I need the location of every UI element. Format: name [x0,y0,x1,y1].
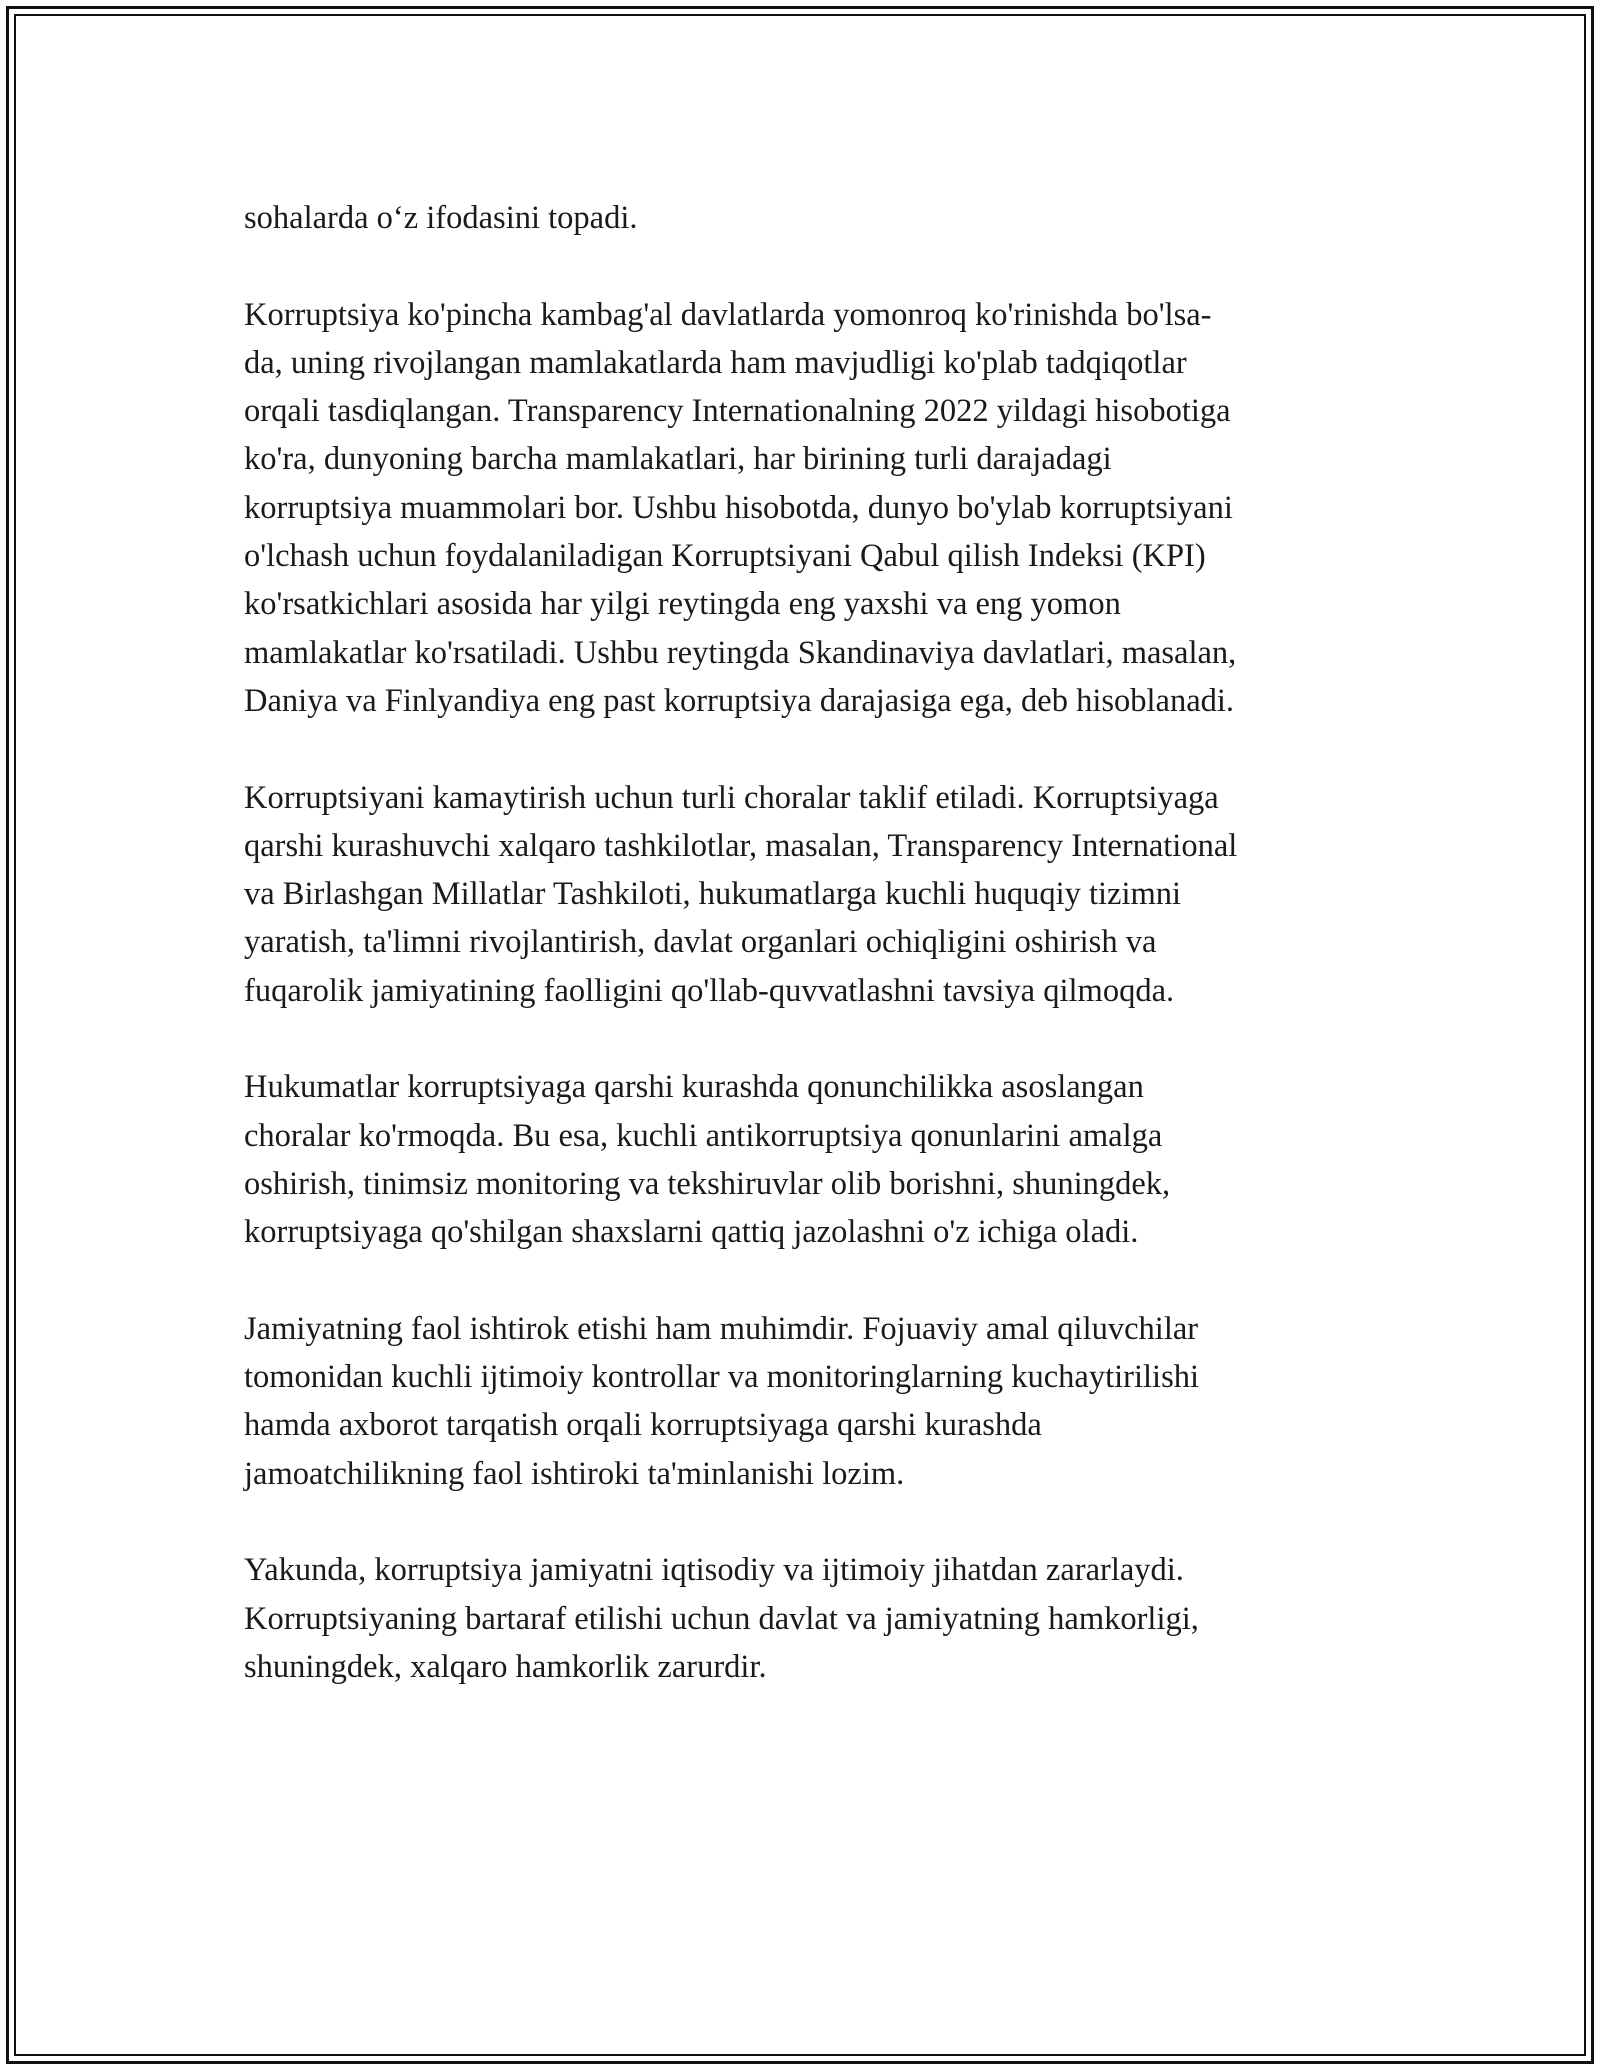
text-line: qarshi kurashuvchi xalqaro tashkilotlar, masalan, Transparency International [244,827,1238,864]
text-line: tomonidan kuchli ijtimoiy kontrollar va monitoringlarning kuchaytirilishi [244,1359,1200,1396]
page-frame [6,6,1594,2064]
paragraph-4 [244,1063,1394,1256]
text-line: mamlakatlar ko'rsatiladi. Ushbu reytingda Skandinaviya davlatlari, masalan, [244,634,1237,671]
text-line: va Birlashgan Millatlar Tashkiloti, hukumatlarga kuchli huquqiy tizimni [244,876,1182,913]
text-line: sohalarda o‘z ifodasini topadi. [244,200,638,236]
text-line: korruptsiyaga qo'shilgan shaxslarni qattiq jazolashni o'z ichiga oladi. [244,1214,1139,1251]
text-line: Hukumatlar korruptsiyaga qarshi kurashda qonunchilikka asoslangan [244,1069,1144,1106]
text-line: da, uning rivojlangan mamlakatlarda ham mavjudligi ko'plab tadqiqotlar [244,344,1187,381]
text-line: ko'ra, dunyoning barcha mamlakatlari, har birining turli darajadagi [244,441,1112,478]
paragraph-3 [244,774,1394,1015]
paragraph-5 [244,1305,1394,1498]
text-line: Korruptsiyaning bartaraf etilishi uchun davlat va jamiyatning hamkorligi, [244,1600,1199,1637]
text-line: Korruptsiyani kamaytirish uchun turli choralar taklif etiladi. Korruptsiyaga [244,779,1219,816]
text-line: shuningdek, xalqaro hamkorlik zarurdir. [244,1648,767,1685]
text-line: oshirish, tinimsiz monitoring va tekshiruvlar olib borishni, shuningdek, [244,1165,1171,1202]
text-line: hamda axborot tarqatish orqali korruptsiyaga qarshi kurashda [244,1407,1042,1444]
text-line: Yakunda, korruptsiya jamiyatni iqtisodiy va ijtimoiy jihatdan zararlaydi. [244,1552,1184,1589]
paragraph-1 [244,194,1394,242]
text-line: jamoatchilikning faol ishtiroki ta'minlanishi lozim. [244,1455,905,1492]
text-line: Jamiyatning faol ishtirok etishi ham muhimdir. Fojuaviy amal qiluvchilar [244,1310,1199,1347]
text-line: ko'rsatkichlari asosida har yilgi reytingda eng yaxshi va eng yomon [244,586,1121,623]
paragraph-2 [244,291,1394,726]
text-line: fuqarolik jamiyatining faolligini qo'llab-quvvatlashni tavsiya qilmoqda. [244,972,1175,1009]
text-line: Daniya va Finlyandiya eng past korruptsiya darajasiga ega, deb hisoblanadi. [244,682,1235,719]
text-line: Korruptsiya ko'pincha kambag'al davlatlarda yomonroq ko'rinishda bo'lsa- [244,296,1212,333]
paragraph-6 [244,1546,1394,1691]
text-line: korruptsiya muammolari bor. Ushbu hisobotda, dunyo bo'ylab korruptsiyani [244,489,1233,526]
text-line: o'lchash uchun foydalaniladigan Korruptsiyani Qabul qilish Indeksi (KPI) [244,538,1206,575]
document-body [244,194,1394,1740]
text-line: choralar ko'rmoqda. Bu esa, kuchli antikorruptsiya qonunlarini amalga [244,1117,1163,1154]
text-line: orqali tasdiqlangan. Transparency Internationalning 2022 yildagi hisobotiga [244,393,1231,430]
text-line: yaratish, ta'limni rivojlantirish, davlat organlari ochiqligini oshirish va [244,924,1157,961]
